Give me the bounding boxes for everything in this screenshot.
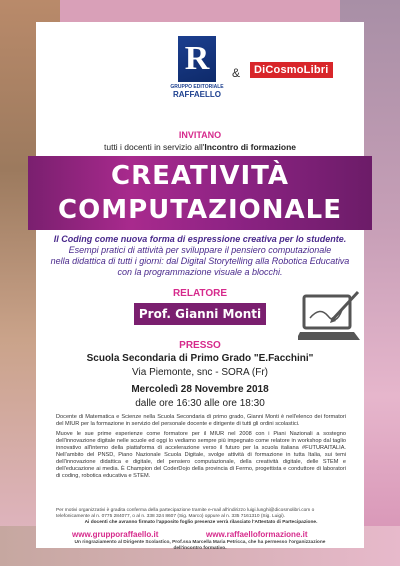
- title-banner: [28, 156, 372, 230]
- subtitle-strong: Il Coding come nuova forma di espressione creativa per lo studente.: [53, 234, 347, 244]
- invito-prefix: tutti i docenti in servizio all': [104, 142, 205, 152]
- raffaelloformazione-link[interactable]: www.raffaelloformazione.it: [206, 530, 308, 539]
- dicosmolibri-logo: DiCosmoLibri: [250, 62, 333, 78]
- presso-label: PRESSO: [179, 340, 221, 351]
- title-line-2: COMPUTAZIONALE: [58, 195, 342, 225]
- relatore-name: Prof. Gianni Monti: [134, 303, 266, 325]
- event-date: Mercoledì 28 Novembre 2018: [131, 384, 269, 395]
- ampersand: &: [232, 66, 241, 80]
- attestato-note: Ai docenti che avranno firmato l'apposito foglio presenze verrà rilasciato l'Attestato di Partecipazione.: [84, 520, 318, 525]
- flyer-card: [36, 22, 364, 551]
- rsvp-note: Per motivi organizzativi è gradita conferma della partecipazione tramite e-mail all'indirizzo luigi.lunghi@dicosmolibri.com o telefonicamente al n. 0775 284077, o al n. 338 324 8607 (Sig. Marco) oppure al n. 335 7161310 (Sig. Luigi).: [56, 508, 315, 519]
- raffaello-logo-subtitle: GRUPPO EDITORIALE: [170, 84, 224, 90]
- subtitle-line-4: con la programmazione visuale a blocchi.: [117, 267, 283, 277]
- scuola-address: Via Piemonte, snc - SORA (Fr): [132, 367, 268, 378]
- invitano-heading: INVITANO: [178, 130, 222, 140]
- thanks-note: Un ringraziamento al Dirigente Scolastico, Prof.ssa Marcella Maria Petricca, che ha permesso l'organizzazione dell'incontro formativo.: [74, 540, 326, 551]
- subtitle-line-3: nella didattica di tutti i giorni: dal Digital Storytelling alla Robotica Educativa: [50, 256, 350, 266]
- event-time: dalle ore 16:30 alle ore 18:30: [135, 398, 265, 409]
- subtitle-line-2: Esempi pratici di attività per sviluppare il pensiero computazionale: [68, 245, 332, 255]
- bio-paragraph-2: Muove le sue prime esperienze come formatore per il MIUR nel 2008 con i Piani Nazionali a sostegno dell'innovazione digitale nelle scuole ed oggi lo vediamo sempre più impegnato come relatore in workshop dal taglio innovativo all'interno della piattaforma di accelerazione verso il futuro per la scuola italiana #FUTURAITALIA. Nell'ambito del PNSD, Piano Nazionale Scuola Digitale, svolge attività di formazione in tutta Italia, sui temi dell'innovazione didattica e digitale, del pensiero computazionale, della creatività digitale, delle STEM e dell'educazione ai media. È Champion del CoderDojo della provincia di Fermo, progettista e conduttore di laboratori di coding, robotica educativa e STEM.: [56, 431, 346, 479]
- title-line-1: CREATIVITÀ: [110, 161, 289, 191]
- subtitle: [42, 234, 358, 278]
- laptop-pen-icon: [298, 288, 364, 348]
- raffaello-logo-name: RAFFAELLO: [173, 90, 221, 99]
- grupporaffaello-link[interactable]: www.grupporaffaello.it: [72, 530, 159, 539]
- raffaello-logo: R: [178, 36, 216, 82]
- bio-paragraph-1: Docente di Matematica e Scienze nella Scuola Secondaria di primo grado, Gianni Monti è nell'elenco dei formatori del MIUR per la formazione in servizio del personale docente e dirigente di tutti gli ordini scolastici.: [56, 414, 346, 427]
- invito-line: [36, 142, 364, 152]
- scuola-name: Scuola Secondaria di Primo Grado "E.Facchini": [86, 353, 314, 364]
- speaker-bio: [56, 414, 346, 483]
- relatore-label: RELATORE: [172, 288, 228, 299]
- invito-bold: Incontro di formazione: [204, 142, 296, 152]
